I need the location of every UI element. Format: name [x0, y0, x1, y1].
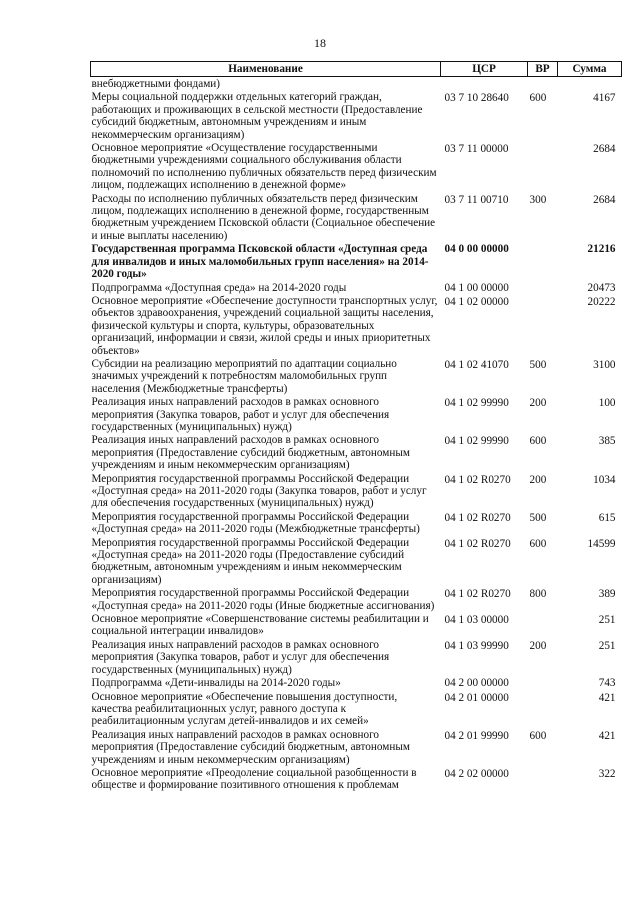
- table-row: [91, 395, 622, 433]
- row-sum-cell: 2684: [593, 143, 616, 156]
- row-sum-cell: 14599: [587, 537, 616, 550]
- table-row: [91, 294, 622, 357]
- row-sum-cell: 20473: [587, 281, 616, 294]
- row-vr-cell: [528, 676, 558, 689]
- row-name-cell: Основное мероприятие «Преодоление социальной разобщенности в обществе и формирование позитивного отношения к проблемам: [91, 766, 417, 792]
- row-csr-cell: 04 1 02 R0270: [444, 473, 511, 486]
- row-name-cell: Мероприятия государственной программы Российской Федерации «Доступная среда» на 2011-2020 годы (Иные бюджетные ассигнования): [91, 587, 435, 612]
- row-name-cell: Меры социальной поддержки отдельных категорий граждан, работающих и проживающих в сельской местности (Предоставление субсидий бюджетным, автономным учреждениям и иным некоммерческим организациям): [91, 91, 423, 141]
- table-row: [91, 690, 622, 728]
- row-vr-cell: 300: [529, 193, 547, 206]
- row-sum-cell: [558, 77, 622, 91]
- row-name-cell: Реализация иных направлений расходов в рамках основного мероприятия (Предоставление субсидий бюджетным, автономным учреждениям и иным некоммерческим организациям): [91, 728, 410, 766]
- table-body: [91, 77, 622, 792]
- row-sum-cell: 615: [598, 511, 616, 524]
- row-name-cell: Реализация иных направлений расходов в рамках основного мероприятия (Закупка товаров, работ и услуг для обеспечения государственных (муниципальных) нужд): [91, 638, 390, 676]
- header-sum: Сумма: [558, 62, 622, 77]
- row-vr-cell: [528, 141, 558, 192]
- row-vr-cell: [528, 242, 558, 280]
- row-vr-cell: 200: [529, 473, 547, 486]
- row-name-cell: Мероприятия государственной программы Российской Федерации «Доступная среда» на 2011-2020 годы (Закупка товаров, работ и услуг для обеспечения государственных (муниципальных) нужд): [91, 472, 427, 510]
- row-vr-cell: 800: [529, 588, 547, 601]
- row-sum-cell: 100: [598, 397, 616, 410]
- row-csr-cell: 03 7 10 28640: [444, 92, 509, 105]
- row-vr-cell: 600: [529, 435, 547, 448]
- table-row: [91, 536, 622, 587]
- row-name-cell: Мероприятия государственной программы Российской Федерации «Доступная среда» на 2011-2020 годы (Межбюджетные трансферты): [91, 510, 420, 536]
- table-row: [91, 676, 622, 689]
- row-vr-cell: [528, 612, 558, 638]
- table-row: [91, 612, 622, 638]
- row-sum-cell: 21216: [587, 243, 616, 256]
- row-csr-cell: 04 2 01 00000: [444, 691, 509, 704]
- row-vr-cell: [528, 77, 558, 91]
- row-vr-cell: 500: [529, 511, 547, 524]
- row-name-cell: Субсидии на реализацию мероприятий по адаптации социально значимых учреждений к потребностям маломобильных групп населения (Межбюджетные трансферты): [91, 357, 397, 395]
- row-name-cell: Основное мероприятие «Совершенствование системы реабилитации и социальной интеграции инвалидов»: [91, 613, 429, 638]
- row-sum-cell: 1034: [593, 473, 616, 486]
- table-row: [91, 357, 622, 395]
- row-sum-cell: 322: [598, 767, 616, 780]
- table-row: [91, 192, 622, 243]
- row-csr-cell: 04 1 02 R0270: [444, 537, 511, 550]
- row-sum-cell: 385: [598, 435, 616, 448]
- row-sum-cell: 743: [598, 677, 616, 690]
- table-row: [91, 728, 622, 766]
- row-name-cell: Расходы по исполнению публичных обязательств перед физическим лицом, подлежащих исполнению в денежной форме, государственным бюджетным учреждением Псковской области (Социальное обеспечение и иные выплаты населению): [91, 192, 436, 242]
- row-csr-cell: 04 1 02 99990: [444, 435, 509, 448]
- row-csr-cell: 04 1 03 99990: [444, 639, 509, 652]
- row-name-cell: Подпрограмма «Доступная среда» на 2014-2020 годы: [91, 281, 347, 294]
- row-csr-cell: 03 7 11 00000: [444, 143, 509, 156]
- budget-table: [90, 61, 622, 792]
- row-name-cell: Основное мероприятие «Обеспечение доступности транспортных услуг, объектов здравоохранения, учреждений социальной защиты населения, физической культуры и спорта, культуры, образовательных организаций, информации и связи, жилой среды и иных приоритетных объектов»: [91, 294, 438, 357]
- row-csr-cell: 04 1 00 00000: [444, 281, 509, 294]
- table-row: [91, 77, 622, 91]
- row-name-cell: Основное мероприятие «Осуществление государственными бюджетными учреждениями социального обслуживания области полномочий по исполнению публичных обязательств перед физическим лицом, подлежащих исполнению в денежной форме»: [91, 142, 437, 192]
- page-number: 18: [314, 36, 326, 50]
- row-csr-cell: [441, 77, 528, 91]
- row-csr-cell: 04 1 02 41070: [444, 358, 509, 371]
- row-csr-cell: 04 1 02 R0270: [444, 511, 511, 524]
- table-row: [91, 638, 622, 676]
- row-csr-cell: 04 0 00 00000: [444, 243, 509, 256]
- row-name-cell: Подпрограмма «Дети-инвалиды на 2014-2020 годы»: [91, 677, 341, 690]
- row-vr-cell: [528, 766, 558, 792]
- row-name-cell: Основное мероприятие «Обеспечение повышения доступности, качества реабилитационных услуг, равного доступа к реабилитационным услугам детей-инвалидов и их семей»: [91, 690, 398, 728]
- row-csr-cell: 04 2 01 99990: [444, 729, 509, 742]
- table-header-row: [91, 62, 622, 77]
- table-row: [91, 472, 622, 510]
- row-csr-cell: 04 1 02 99990: [444, 397, 509, 410]
- row-vr-cell: [528, 281, 558, 294]
- row-csr-cell: 04 2 02 00000: [444, 767, 509, 780]
- row-vr-cell: 600: [529, 92, 547, 105]
- row-sum-cell: 2684: [593, 193, 616, 206]
- row-sum-cell: 4167: [593, 92, 616, 105]
- row-vr-cell: [528, 294, 558, 357]
- header-csr: ЦСР: [441, 62, 528, 77]
- row-sum-cell: 389: [598, 588, 616, 601]
- row-sum-cell: 421: [598, 729, 616, 742]
- row-name-cell: внебюджетными фондами): [91, 78, 220, 90]
- row-name-cell: Государственная программа Псковской области «Доступная среда для инвалидов и иных маломобильных групп населения» на 2014-2020 годы»: [91, 243, 429, 281]
- row-name-cell: Реализация иных направлений расходов в рамках основного мероприятия (Закупка товаров, работ и услуг для обеспечения государственных (муниципальных) нужд): [91, 396, 390, 433]
- row-sum-cell: 251: [598, 614, 616, 627]
- row-csr-cell: 04 1 02 00000: [444, 295, 509, 308]
- row-sum-cell: 421: [598, 691, 616, 704]
- row-vr-cell: 600: [529, 537, 547, 550]
- row-name-cell: Мероприятия государственной программы Российской Федерации «Доступная среда» на 2011-2020 годы (Предоставление субсидий бюджетным, автономным учреждениям и иным некоммерческим организациям): [91, 536, 410, 586]
- table-row: [91, 510, 622, 536]
- row-csr-cell: 04 1 02 R0270: [444, 588, 511, 601]
- row-csr-cell: 04 2 00 00000: [444, 677, 509, 690]
- row-csr-cell: 04 1 03 00000: [444, 614, 509, 627]
- table-row: [91, 242, 622, 280]
- table-row: [91, 586, 622, 612]
- row-vr-cell: 200: [529, 639, 547, 652]
- row-sum-cell: 3100: [593, 358, 616, 371]
- row-sum-cell: 251: [598, 639, 616, 652]
- table-row: [91, 281, 622, 294]
- row-vr-cell: 600: [529, 729, 547, 742]
- row-sum-cell: 20222: [587, 295, 616, 308]
- table-row: [91, 141, 622, 192]
- table-row: [91, 90, 622, 141]
- row-vr-cell: [528, 690, 558, 728]
- header-vr: ВР: [528, 62, 558, 77]
- row-csr-cell: 03 7 11 00710: [444, 193, 509, 206]
- row-vr-cell: 200: [529, 397, 547, 410]
- header-name: Наименование: [91, 62, 441, 77]
- table-row: [91, 433, 622, 471]
- table-row: [91, 766, 622, 792]
- row-vr-cell: 500: [529, 358, 547, 371]
- row-name-cell: Реализация иных направлений расходов в рамках основного мероприятия (Предоставление субсидий бюджетным, автономным учреждениям и иным некоммерческим организациям): [91, 434, 410, 472]
